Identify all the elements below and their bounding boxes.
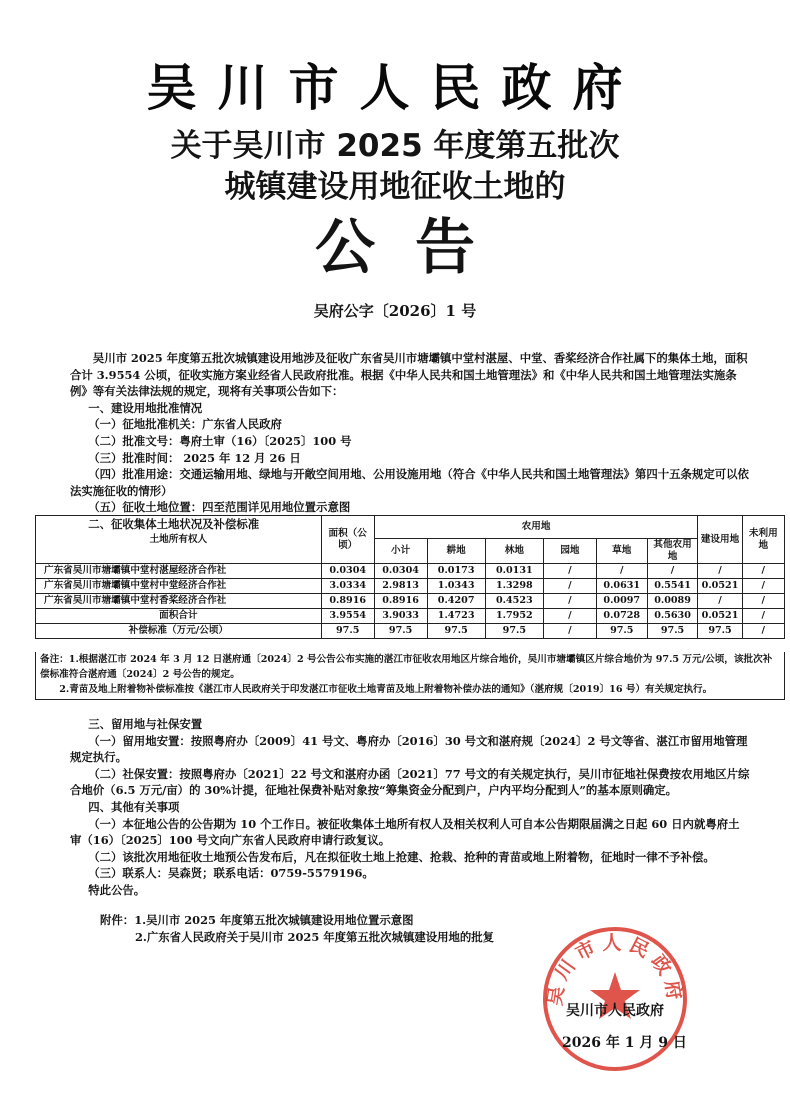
note-2: 2.青苗及地上附着物补偿标准按《湛江市人民政府关于印发湛江市征收土地青苗及地上附着物补偿办法的通知》（湛府规〔2019〕16 号）有关规定执行。 bbox=[59, 683, 713, 695]
section1-item: （二）批准文号：粤府土审（16）〔2025〕100 号 bbox=[88, 433, 352, 448]
table-cell: 0.0521 bbox=[698, 579, 742, 594]
table-cell: / bbox=[543, 594, 596, 609]
table-cell: / bbox=[596, 564, 647, 579]
section4-item: （三）联系人：吴森贤；联系电话：0759-5579196。 bbox=[88, 866, 374, 881]
header-unused: 未利用地 bbox=[742, 516, 784, 564]
section3-item: （一）留用地安置：按照粤府办〔2009〕41 号文、粤府办〔2016〕30 号文和湛府规〔2024〕2 号文等省、湛江市留用地管理规定执行。 bbox=[70, 733, 748, 765]
signature-org: 吴川市人民政府 bbox=[566, 1003, 664, 1019]
header-arable: 耕地 bbox=[427, 539, 485, 564]
table-cell: 2.9813 bbox=[374, 579, 427, 594]
table-cell: 广东省吴川市塘壩镇中堂村香桨经济合作社 bbox=[36, 594, 322, 609]
section1-title: 一、建设用地批准情况 bbox=[88, 400, 203, 415]
header-other-farm: 其他农用地 bbox=[647, 539, 698, 564]
table-cell: / bbox=[543, 579, 596, 594]
header-owner: 土地所有权人 bbox=[36, 516, 322, 564]
table-cell: 0.4523 bbox=[485, 594, 543, 609]
table-cell: / bbox=[647, 564, 698, 579]
table-cell: 0.0304 bbox=[374, 564, 427, 579]
table-cell: / bbox=[742, 624, 784, 639]
table-cell: 0.4207 bbox=[427, 594, 485, 609]
table-cell: / bbox=[698, 594, 742, 609]
section1-item: （四）批准用途：交通运输用地、绿地与开敞空间用地、公用设施用地（符合《中华人民共和国土地管理法》第四十五条规定可以依法实施征收的情形） bbox=[70, 467, 749, 498]
closing-text: 特此公告。 bbox=[88, 882, 146, 897]
table-cell: 97.5 bbox=[427, 624, 485, 639]
table-row bbox=[36, 579, 785, 594]
table-cell: 0.8916 bbox=[374, 594, 427, 609]
attachment-item: 附件：1.吴川市 2025 年度第五批次城镇建设用地位置示意图 bbox=[100, 913, 414, 927]
notice-title-main: 公告 bbox=[315, 213, 515, 283]
table-cell: 0.5630 bbox=[647, 609, 698, 624]
table-cell: 97.5 bbox=[698, 624, 742, 639]
table-cell: 0.0089 bbox=[647, 594, 698, 609]
table-cell: / bbox=[742, 579, 784, 594]
table-cell: 0.0631 bbox=[596, 579, 647, 594]
section1-item: （五）征收土地位置：四至范围详见用地位置示意图 bbox=[88, 500, 351, 515]
table-cell: / bbox=[742, 564, 784, 579]
section3-title: 三、留用地与社保安置 bbox=[88, 717, 203, 731]
table-cell: 0.0521 bbox=[698, 609, 742, 624]
section3 bbox=[70, 716, 750, 899]
header-grass: 草地 bbox=[596, 539, 647, 564]
table-cell: 1.3298 bbox=[485, 579, 543, 594]
header-area: 面积（公顷） bbox=[321, 516, 374, 564]
signature-date: 2026 年 1 月 9 日 bbox=[562, 1035, 687, 1051]
table-cell: 1.0343 bbox=[427, 579, 485, 594]
table-row bbox=[36, 564, 785, 579]
table-cell: 3.0334 bbox=[321, 579, 374, 594]
document-number: 吴府公字〔2026〕1 号 bbox=[313, 302, 477, 320]
issuer-title: 吴川市人民政府 bbox=[146, 59, 644, 117]
header-subtotal: 小计 bbox=[374, 539, 427, 564]
table-cell: 1.4723 bbox=[427, 609, 485, 624]
note-1: 备注：1.根据湛江市 2024 年 3 月 12 日湛府通〔2024〕2 号公告公布实施的湛江市征收农用地区片综合地价，吴川市塘壩镇区片综合地价为 97.5 万元/公顷，该批次补偿标准符合湛府通〔2024〕2 号公告的规定。 bbox=[40, 654, 773, 680]
table-cell: 0.0304 bbox=[321, 564, 374, 579]
intro-section bbox=[70, 350, 750, 533]
table-cell: 1.7952 bbox=[485, 609, 543, 624]
table-cell: 0.0728 bbox=[596, 609, 647, 624]
section3-item: （二）社保安置：按照粤府办〔2021〕22 号文和湛府办函〔2021〕77 号文的有关规定执行，吴川市征地社保费按农用地区片综合地价（6.5 万元/亩）的 30%计提，征地社保费补贴对象按“筹集资金分配到户，户内平均分配到人”的基本原则确定。 bbox=[70, 766, 750, 798]
header-construction: 建设用地 bbox=[698, 516, 742, 564]
table-cell: / bbox=[742, 594, 784, 609]
table-cell: / bbox=[543, 624, 596, 639]
table-cell: 97.5 bbox=[647, 624, 698, 639]
section1-item: （三）批准时间： 2025 年 12 月 26 日 bbox=[88, 450, 301, 465]
header-forest: 林地 bbox=[485, 539, 543, 564]
table-cell: / bbox=[543, 564, 596, 579]
section4-title: 四、其他有关事项 bbox=[88, 799, 180, 814]
table-cell: 97.5 bbox=[596, 624, 647, 639]
attachment-label: 附件： bbox=[100, 913, 135, 927]
table-cell: 97.5 bbox=[485, 624, 543, 639]
table-cell: / bbox=[742, 609, 784, 624]
table-cell: 广东省吴川市塘壩镇中堂村湛屋经济合作社 bbox=[36, 564, 322, 579]
table-row-total bbox=[36, 609, 785, 624]
intro-paragraph: 吴川市 2025 年度第五批次城镇建设用地涉及征收广东省吴川市塘壩镇中堂村湛屋、中堂、香桨经济合作社属下的集体土地，面积合计 3.9554 公顷，征收实施方案业经省人民政府批准。根据《中华人民共和国土地管理法》和《中华人民共和国土地管理法实施条例》等有关法律法规的规定，现将有关事项公告如下： bbox=[70, 351, 748, 399]
table-cell: 0.0173 bbox=[427, 564, 485, 579]
table-cell: 97.5 bbox=[374, 624, 427, 639]
table-cell: / bbox=[543, 609, 596, 624]
table-cell: 补偿标准（万元/公顷） bbox=[36, 624, 322, 639]
section4-item: （二）该批次用地征收土地预公告发布后，凡在拟征收土地上抢建、抢栽、抢种的青苗或地上附着物，征地时一律不予补偿。 bbox=[88, 849, 715, 864]
seal-text: 吴川市人民政府 bbox=[543, 932, 687, 1008]
header-farm: 农用地 bbox=[374, 516, 698, 539]
attachment-item: 2.广东省人民政府关于吴川市 2025 年度第五批次城镇建设用地的批复 bbox=[135, 929, 495, 944]
table-cell: 0.0131 bbox=[485, 564, 543, 579]
table-notes bbox=[35, 652, 785, 700]
section1-item: （一）征地批准机关：广东省人民政府 bbox=[88, 417, 282, 432]
table-cell: 0.0097 bbox=[596, 594, 647, 609]
table-cell: 0.8916 bbox=[321, 594, 374, 609]
table-cell: 97.5 bbox=[321, 624, 374, 639]
table-cell: 0.5541 bbox=[647, 579, 698, 594]
notice-title-line2: 城镇建设用地征收土地的 bbox=[224, 169, 566, 205]
table-row bbox=[36, 594, 785, 609]
table-cell: 广东省吴川市塘壩镇中堂村中堂经济合作社 bbox=[36, 579, 322, 594]
table-header-row bbox=[36, 516, 785, 539]
table-cell: 3.9033 bbox=[374, 609, 427, 624]
header-garden: 园地 bbox=[543, 539, 596, 564]
land-compensation-table bbox=[35, 515, 785, 639]
table-row-standard bbox=[36, 624, 785, 639]
table-cell: 3.9554 bbox=[321, 609, 374, 624]
table-cell: 面积合计 bbox=[36, 609, 322, 624]
notice-title-line1: 关于吴川市 2025 年度第五批次 bbox=[170, 128, 620, 164]
table-cell: / bbox=[698, 564, 742, 579]
section2-title: 二、征收集体土地状况及补偿标准 bbox=[88, 516, 260, 531]
section4-item: （一）本征地公告的公告期为 10 个工作日。被征收集体土地所有权人及相关权利人可自本公告期限届满之日起 60 日内就粤府土审（16）〔2025〕100 号文向广东省人民政府申请行政复议。 bbox=[70, 816, 740, 848]
